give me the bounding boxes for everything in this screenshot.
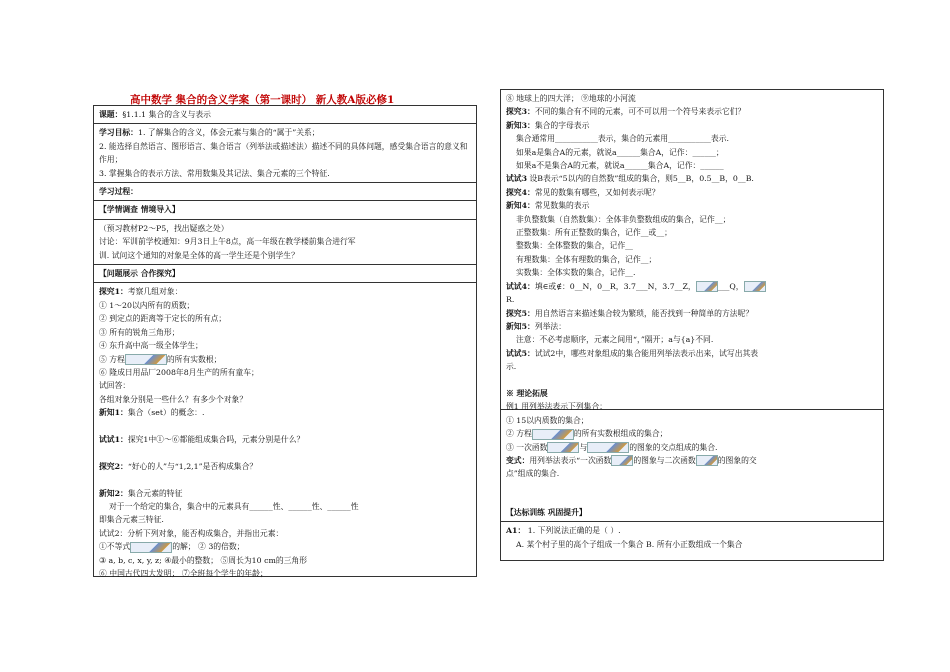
new4-text: 常见数集的表示: [534, 201, 590, 211]
inequality-image: [130, 542, 172, 553]
equation-image: [532, 429, 574, 440]
math-image: [744, 281, 766, 292]
body-line: ⑧ 地球上的四大洋； ⑨地球的小河流: [506, 94, 636, 103]
document-title: 高中数学 集合的含义学案（第一课时） 新人教A版必修1: [130, 94, 395, 106]
body-line: 与: [579, 442, 588, 452]
new1-label: 新知1：: [99, 408, 128, 418]
explore3-label: 探究3：: [506, 107, 535, 117]
topic-label: 课题：: [99, 110, 123, 119]
function-image: [611, 455, 633, 466]
body-line: 的图象的交点组成的集合.: [629, 442, 718, 452]
right-body: [501, 90, 883, 479]
new4-label: 新知4：: [506, 201, 535, 211]
test1-label: 试试1：: [99, 434, 128, 444]
list-item: ④ 东升高中高一级全体学生；: [99, 341, 203, 351]
process-section: [94, 183, 476, 201]
test4-text: ___Q，: [717, 281, 744, 291]
body-line: 例1 用列举法表示下列集合：: [506, 402, 608, 412]
numset-line: 整数集：全体整数的集合，记作__: [516, 241, 633, 251]
list-item-suffix: 的所有实数根；: [166, 354, 222, 364]
explore2-text: “好心的人”与“1,2,1”是否构成集合？: [127, 461, 258, 471]
equation-image: [125, 354, 167, 365]
explore3-text: 不同的集合有不同的元素，可不可以用一个符号来表示它们？: [534, 107, 746, 117]
body-line: 点”组成的集合.: [506, 469, 560, 479]
explore1-text: 考察几组对象：: [127, 287, 183, 297]
body-line: 示.: [506, 362, 517, 372]
body-line: 对于一个给定的集合，集合中的元素具有______性、______性、______性: [109, 501, 359, 511]
test5-text: 试试2中，哪些对象组成的集合能用列举法表示出来，试写出其表: [534, 348, 759, 358]
body-line: ⑥ 中国古代四大发明； ⑦全班每个学生的年龄；: [99, 569, 268, 578]
goal-item: 2. 能选择自然语言、图形语言、集合语言（列举法或描述法）描述不同的具体问题，感受集合语言的意义和作用；: [99, 141, 468, 165]
list-item: ① 1～20以内所有的质数；: [99, 300, 195, 310]
list-item: ⑤ 方程: [99, 354, 125, 364]
test4-label: 试试4：: [506, 281, 535, 291]
body-line: ①不等式: [99, 542, 131, 552]
body-line: ① 15以内质数的集合；: [506, 415, 589, 425]
new5-label: 新知5：: [506, 321, 535, 331]
body-line: 的所有实数根组成的集合；: [573, 429, 668, 439]
question-line: 试回答：: [99, 381, 131, 391]
explore1-label: 探究1：: [99, 287, 128, 297]
variant-text: 的图象的交: [717, 455, 757, 465]
numset-line: 正整数集：所有正整数的集合，记作__或__；: [516, 228, 672, 238]
process-label: 学习过程：: [99, 187, 138, 197]
variant-label: 变式：: [506, 455, 530, 465]
section-header: 【学情调查 情境导入】: [99, 205, 180, 215]
explore4-label: 探究4：: [506, 187, 535, 197]
explore5-text: 用自然语言来描述集合较为繁琐，能否找到一种简单的方法呢？: [534, 308, 754, 318]
new2-text: 集合元素的特征: [127, 488, 183, 498]
extension-header: ※ 理论拓展: [506, 388, 548, 398]
body-line: 的解； ② 3的倍数；: [172, 542, 245, 552]
test4-text: 填∈或∉：0__N，0__R，3.7___N，3.7__Z，: [534, 281, 696, 291]
test3-text: 设B表示“5以内的自然数”组成的集合，则5__B，0.5__B，0__B.: [529, 174, 754, 184]
topic-section: [94, 106, 476, 124]
body-line: ③ 一次函数: [506, 442, 548, 452]
body-line: 集合通常用___________表示，集合的元素用___________表示.: [516, 134, 729, 144]
goals-section: [94, 124, 476, 183]
practice-body: [501, 522, 883, 553]
topic-text: §1.1.1 集合的含义与表示: [122, 110, 211, 119]
explore4-text: 常见的数集有哪些，又如何表示呢？: [534, 187, 660, 197]
explore5-label: 探究5：: [506, 308, 535, 318]
body-line: 讨论：军训前学校通知：9月3日上午8点，高一年级在教学楼前集合进行军: [99, 237, 356, 247]
new3-text: 集合的字母表示: [534, 120, 590, 130]
practice-header-section: [501, 504, 883, 522]
function-image: [547, 442, 579, 453]
test5-label: 试试5：: [506, 348, 535, 358]
section-header: 【问题展示 合作探究】: [99, 269, 180, 279]
body-line: R.: [506, 295, 515, 305]
goal-item: 1. 了解集合的含义，体会元素与集合的“属于”关系；: [137, 128, 320, 138]
list-item: ③ 所有的锐角三角形；: [99, 327, 180, 337]
test1-text: 探究1中①～⑥都能组成集合吗，元素分别是什么？: [127, 434, 305, 444]
function-image: [696, 455, 718, 466]
variant-text: 用列举法表示“一次函数: [529, 455, 612, 465]
explore2-label: 探究2：: [99, 461, 128, 471]
a1-label: A1：: [506, 526, 526, 536]
goal-item: 3. 掌握集合的表示方法、常用数集及其记法、集合元素的三个特征.: [99, 168, 330, 178]
left-column: [93, 105, 477, 577]
test3-label: 试试3: [506, 174, 528, 184]
function-image: [587, 442, 629, 453]
situation-section: [94, 201, 476, 219]
new1-text: 集合（set）的概念：.: [127, 408, 205, 418]
body-line: 如果a不是集合A的元素，就说a______集合A，记作：______: [516, 161, 724, 171]
numset-line: 有理数集：全体有理数的集合，记作__；: [516, 254, 657, 264]
body-line: ② 方程: [506, 429, 532, 439]
explore-header-section: [94, 265, 476, 283]
body-line: 如果a是集合A的元素，就说a______集合A，记作：______；: [516, 147, 724, 157]
right-column: [500, 89, 884, 561]
goals-label: 学习目标：: [99, 128, 138, 138]
new2-label: 新知2：: [99, 488, 128, 498]
body-line: （预习教材P2～P5，找出疑惑之处）: [99, 223, 229, 233]
explore-body: [94, 283, 476, 578]
body-line: 训. 试问这个通知的对象是全体的高一学生还是个别学生？: [99, 250, 299, 260]
body-line: 注意：不必考虑顺序，元素之间用“，”隔开；a与{a}不同.: [516, 335, 714, 345]
variant-text: 的图象与二次函数: [633, 455, 696, 465]
body-line: ③ a, b, c, x, y, z; ④最小的整数； ⑤周长为10 cm的三角形: [99, 555, 308, 565]
situation-body: [94, 220, 476, 265]
list-item: ② 到定点的距离等于定长的所有点；: [99, 314, 227, 324]
numset-line: 非负整数集（自然数集）：全体非负整数组成的集合，记作__；: [516, 214, 731, 224]
question-line: 各组对象分别是一些什么？有多少个对象？: [99, 394, 248, 404]
list-item: ⑥ 隆成日用品厂2008年8月生产的所有童车；: [99, 367, 259, 377]
body-line: 即集合元素三特征.: [99, 515, 164, 525]
section-header: 【达标训练 巩固提升】: [506, 508, 587, 517]
a1-text: 1. 下列说法正确的是（ ）.: [527, 526, 621, 536]
numset-line: 实数集：全体实数的集合，记作__.: [516, 268, 636, 278]
new3-label: 新知3：: [506, 120, 535, 130]
new5-text: 列举法：: [534, 321, 567, 331]
math-image: [696, 281, 718, 292]
body-line: 试试2：分析下列对象，能否构成集合，并指出元素：: [99, 528, 284, 538]
body-line: A. 某个村子里的高个子组成一个集合 B. 所有小正数组成一个集合: [516, 539, 743, 549]
